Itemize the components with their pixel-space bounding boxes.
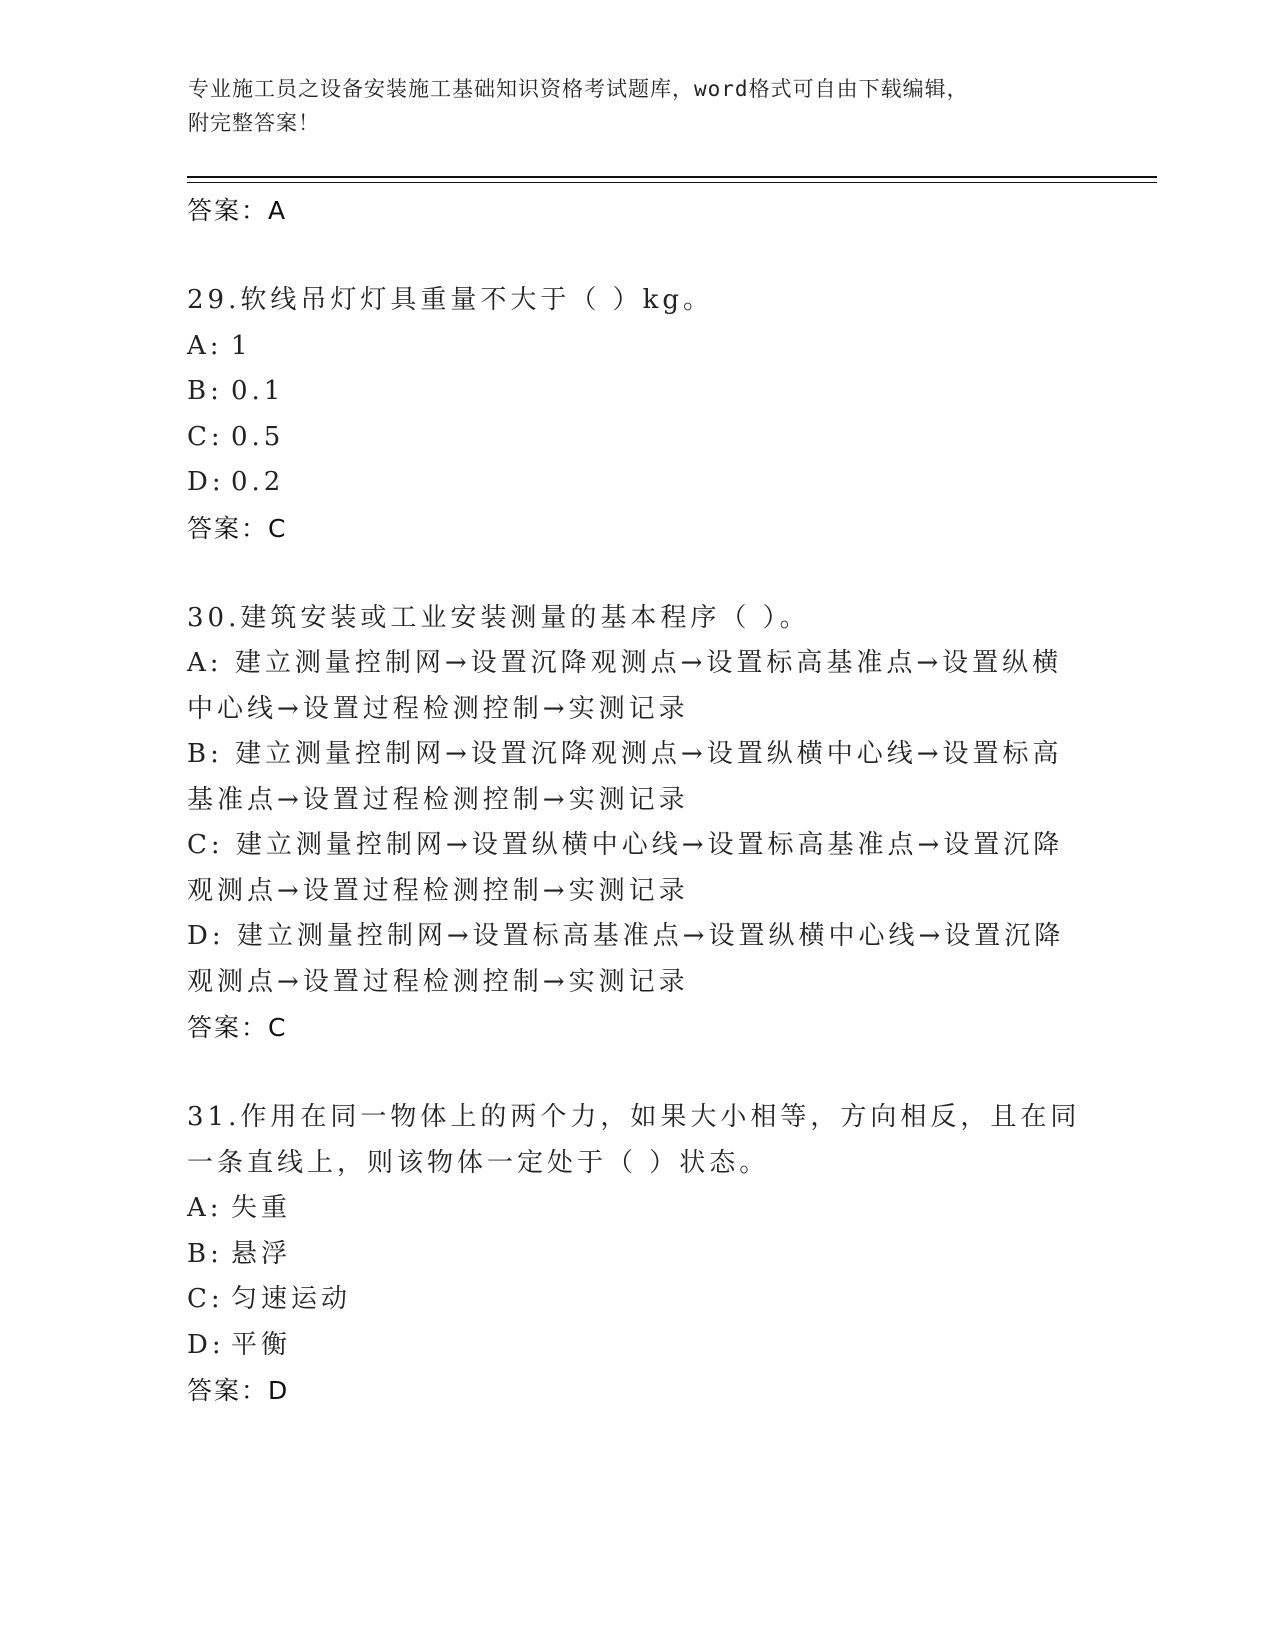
option-key: B:: [187, 739, 223, 769]
answer-line: 答案：C: [187, 513, 288, 543]
option-key: D:: [187, 1329, 225, 1360]
question-stem: 31.作用在同一物体上的两个力，如果大小相等，方向相反，且在同一条直线上，则该物体一定处于（ ）状态。: [187, 1102, 1081, 1178]
header-divider-thick: [187, 176, 1157, 178]
answer-line: 答案：C: [187, 1013, 288, 1042]
option-text: 建立测量控制网→设置标高基准点→设置纵横中心线→设置沉降观测点→设置过程检测控制→实测记录: [187, 921, 1065, 997]
option-key: D:: [187, 467, 225, 497]
option-d: [187, 1323, 1087, 1369]
question-29: [187, 278, 1087, 551]
option-d: [187, 914, 1087, 1005]
option-a: [187, 641, 1087, 732]
option-text: 失重: [231, 1193, 292, 1223]
option-text: 1: [231, 330, 252, 361]
option-text: 悬浮: [231, 1238, 292, 1269]
option-text: 0.1: [231, 376, 285, 406]
option-a: [187, 324, 1087, 370]
question-list: [187, 188, 1087, 1413]
option-c: [187, 823, 1087, 914]
option-key: A:: [187, 648, 223, 678]
option-c: [187, 415, 1087, 461]
option-text: 建立测量控制网→设置沉降观测点→设置纵横中心线→设置标高基准点→设置过程检测控制→实测记录: [187, 739, 1063, 815]
option-key: A:: [187, 1193, 223, 1223]
question-stem: 30.建筑安装或工业安装测量的基本程序（ ）。: [187, 602, 810, 633]
question-30: [187, 596, 1087, 1051]
question-31: [187, 1095, 1087, 1413]
option-c: [187, 1277, 1087, 1323]
option-text: 0.5: [231, 421, 285, 452]
option-key: C:: [187, 1284, 224, 1314]
option-key: A:: [187, 330, 223, 361]
option-text: 建立测量控制网→设置沉降观测点→设置标高基准点→设置纵横中心线→设置过程检测控制→实测记录: [187, 648, 1063, 724]
option-text: 建立测量控制网→设置纵横中心线→设置标高基准点→设置沉降观测点→设置过程检测控制→实测记录: [187, 830, 1064, 906]
option-key: C:: [187, 421, 224, 452]
header-divider-thin: [187, 182, 1157, 183]
option-a: [187, 1186, 1087, 1232]
option-text: 0.2: [231, 467, 285, 497]
option-key: C:: [187, 830, 224, 860]
header-line-1: 专业施工员之设备安装施工基础知识资格考试题库，word格式可自由下载编辑，: [188, 77, 969, 101]
option-key: B:: [187, 376, 223, 406]
option-b: [187, 369, 1087, 415]
option-text: 平衡: [231, 1329, 292, 1360]
header-line-2: 附完整答案！: [188, 111, 320, 135]
document-header: [188, 72, 1068, 140]
option-b: [187, 1232, 1087, 1278]
previous-answer: 答案：A: [187, 196, 288, 225]
option-d: [187, 460, 1087, 506]
option-text: 匀速运动: [231, 1284, 352, 1314]
answer-line: 答案：D: [187, 1376, 290, 1405]
question-stem: 29.软线吊灯灯具重量不大于（ ）kg。: [187, 285, 714, 315]
option-b: [187, 732, 1087, 823]
option-key: B:: [187, 1238, 223, 1269]
option-key: D:: [187, 921, 225, 951]
